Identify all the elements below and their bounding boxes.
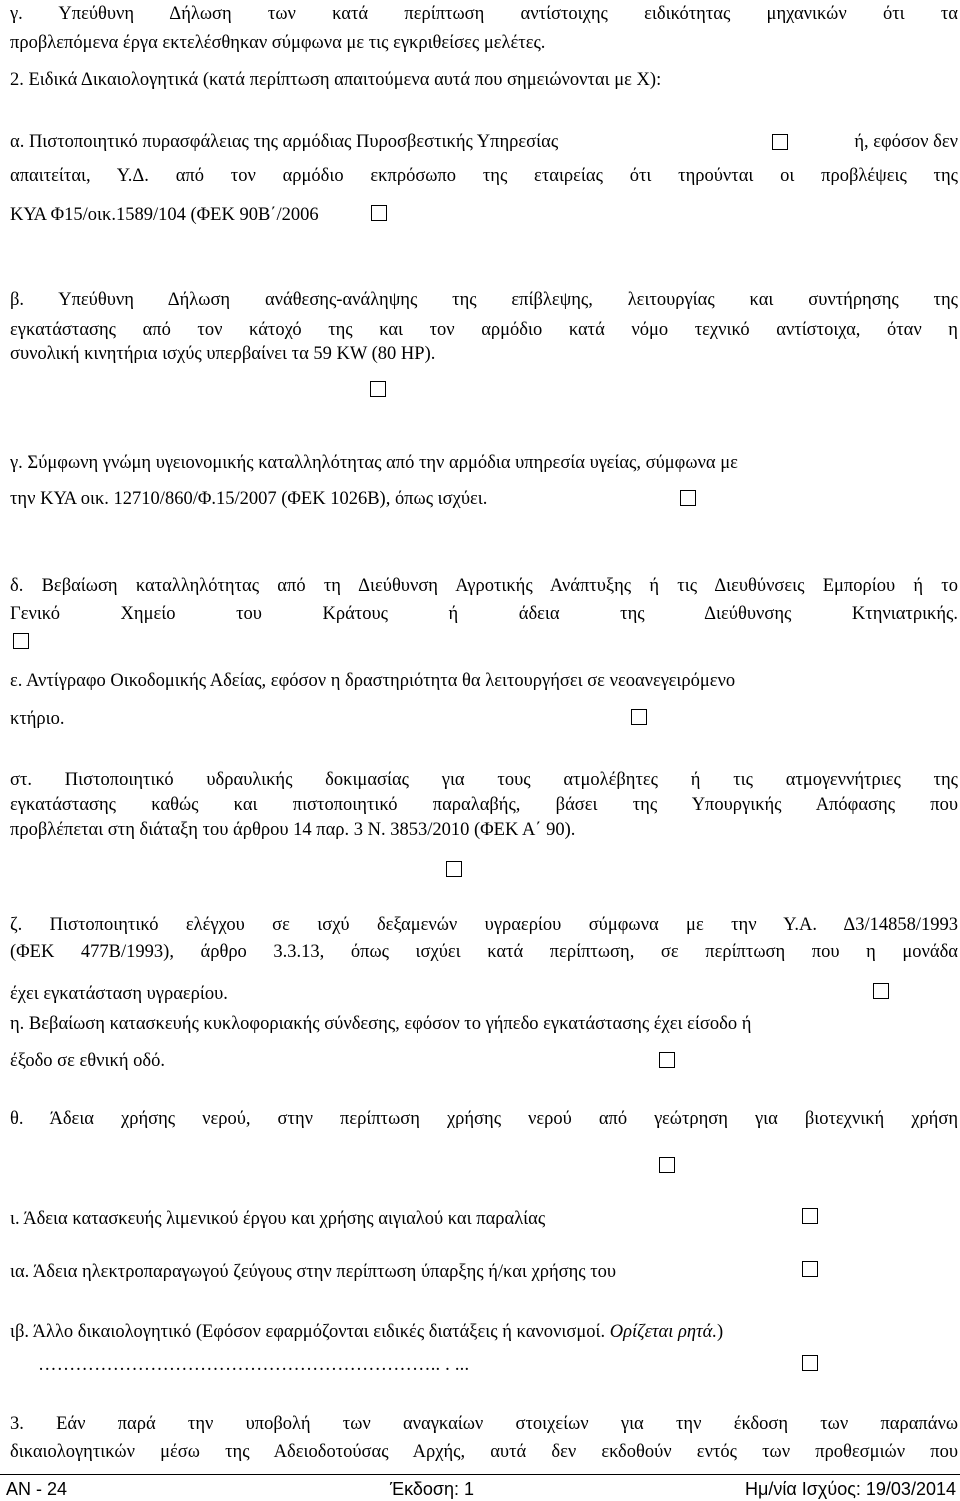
item-g-line-1: γ. Σύμφωνη γνώμη υγειονομικής καταλληλότητας από την αρμόδια υπηρεσία υγείας, σύμφωνα με [10, 453, 738, 473]
section-3-line-1: 3. Εάν παρά την υποβολή των αναγκαίων στοιχείων για την έκδοση των παραπάνω [10, 1414, 958, 1434]
item-h-line-2: έξοδο σε εθνική οδό. [10, 1051, 165, 1071]
item-ia-line-1: ια. Άδεια ηλεκτροπαραγωγού ζεύγους στην περίπτωση ύπαρξης ή/και χρήσης του [10, 1262, 617, 1282]
item-a-line-3 [10, 203, 958, 227]
item-st-checkbox[interactable] [446, 861, 462, 877]
item-e-checkbox[interactable] [631, 709, 647, 725]
item-z-line-1: ζ. Πιστοποιητικό ελέγχου σε ισχύ δεξαμενών υγραερίου σύμφωνα με την Υ.Α. Δ3/14858/1993 [10, 915, 958, 935]
item-d-checkbox[interactable] [13, 633, 29, 649]
section-3-line-2: δικαιολογητικών μέσω της Αδειοδοτούσας Αρχής, αυτά δεν εκδοθούν εντός των προθεσμιών που [10, 1442, 958, 1462]
item-ib-line-1 [10, 1320, 958, 1344]
item-ia-checkbox[interactable] [802, 1261, 818, 1277]
item-ib-text-pre: ιβ. Άλλο δικαιολογητικό (Εφόσον εφαρμόζονται ειδικές διατάξεις ή κανονισμοί. [10, 1322, 606, 1342]
item-i-checkbox[interactable] [802, 1208, 818, 1224]
footer-edition: Έκδοση: 1 [390, 1479, 475, 1499]
item-z-line-3: έχει εγκατάσταση υγραερίου. [10, 984, 228, 1004]
item-b-line-1: β. Υπεύθυνη Δήλωση ανάθεσης-ανάληψης της επίβλεψης, λειτουργίας και συντήρησης της [10, 290, 958, 310]
item-ib-checkbox[interactable] [802, 1355, 818, 1371]
gamma-line-2: προβλεπόμενα έργα εκτελέσθηκαν σύμφωνα με τις εγκριθείσες μελέτες. [10, 33, 546, 53]
item-ib-text-post: ) [717, 1322, 724, 1342]
item-th-checkbox[interactable] [659, 1157, 675, 1173]
item-st-line-2: εγκατάστασης καθώς και πιστοποιητικό παραλαβής, βάσει της Υπουργικής Απόφασης που [10, 795, 958, 815]
footer-rule [0, 1474, 960, 1475]
item-d-line-1: δ. Βεβαίωση καταλληλότητας από τη Διεύθυνση Αγροτικής Ανάπτυξης ή τις Διευθύνσεις Εμπορίου ή το [10, 576, 958, 596]
item-e-line-2: κτήριο. [10, 709, 65, 729]
item-ib-text-emphasis: Ορίζεται ρητά. [609, 1322, 717, 1342]
item-g-checkbox[interactable] [680, 490, 696, 506]
item-h-checkbox[interactable] [659, 1052, 675, 1068]
item-h-line-1: η. Βεβαίωση κατασκευής κυκλοφοριακής σύνδεσης, εφόσον το γήπεδο εγκατάστασης έχει είσοδο ή [10, 1014, 752, 1034]
item-e-line-1: ε. Αντίγραφο Οικοδομικής Αδείας, εφόσον η δραστηριότητα θα λειτουργήσει σε νεοανεγειρόμενο [10, 671, 736, 691]
item-ib-dots: ……………………………………………………….. . ... [38, 1355, 470, 1375]
item-a-text-post: ή, εφόσον δεν [854, 132, 958, 152]
item-d-line-2: Γενικό Χημείο του Κράτους ή άδεια της Διεύθυνσης Κτηνιατρικής. [10, 604, 958, 624]
section-2-heading: 2. Ειδικά Δικαιολογητικά (κατά περίπτωση απαιτούμενα αυτά που σημειώνονται με Χ): [10, 70, 662, 90]
item-z-checkbox[interactable] [873, 983, 889, 999]
item-a-line-2: απαιτείται, Υ.Δ. από τον αρμόδιο εκπρόσωπο της εταιρείας ότι τηρούνται οι προβλέψεις της [10, 166, 958, 186]
item-b-line-2: εγκατάστασης από τον κάτοχό της και τον αρμόδιο κατά νόμο τεχνικό αντίστοιχα, όταν η [10, 320, 958, 340]
gamma-line-1: γ. Υπεύθυνη Δήλωση των κατά περίπτωση αντίστοιχης ειδικότητας μηχανικών ότι τα [10, 4, 958, 24]
item-a-text-pre: α. Πιστοποιητικό πυρασφάλειας της αρμόδιας Πυροσβεστικής Υπηρεσίας [10, 132, 559, 152]
item-z-line-2: (ΦΕΚ 477Β/1993), άρθρο 3.3.13, όπως ισχύει κατά περίπτωση, σε περίπτωση που η μονάδα [10, 942, 958, 962]
footer-validity-date: Ημ/νία Ισχύος: 19/03/2014 [745, 1479, 956, 1499]
item-th-line-1: θ. Άδεια χρήσης νερού, στην περίπτωση χρήσης νερού από γεώτρηση για βιοτεχνική χρήση [10, 1109, 958, 1129]
item-b-line-3: συνολική κινητήρια ισχύς υπερβαίνει τα 59 KW (80 HP). [10, 344, 436, 364]
item-st-line-3: προβλέπεται στη διάταξη του άρθρου 14 παρ. 3 Ν. 3853/2010 (ΦΕΚ Α΄ 90). [10, 820, 576, 840]
footer-code: ΑΝ - 24 [6, 1479, 68, 1499]
item-g-line-2: την ΚΥΑ οικ. 12710/860/Φ.15/2007 (ΦΕΚ 1026Β), όπως ισχύει. [10, 489, 488, 509]
item-b-checkbox[interactable] [370, 381, 386, 397]
item-st-line-1: στ. Πιστοποιητικό υδραυλικής δοκιμασίας για τους ατμολέβητες ή τις ατμογεννήτριες της [10, 770, 958, 790]
item-a-checkbox-2[interactable] [371, 205, 387, 221]
item-a-line-3-text: ΚΥΑ Φ15/οικ.1589/104 (ΦΕΚ 90Β΄/2006 [10, 205, 319, 225]
item-a-checkbox-1[interactable] [772, 134, 788, 150]
item-i-line-1: ι. Άδεια κατασκευής λιμενικού έργου και χρήσης αιγιαλού και παραλίας [10, 1209, 546, 1229]
